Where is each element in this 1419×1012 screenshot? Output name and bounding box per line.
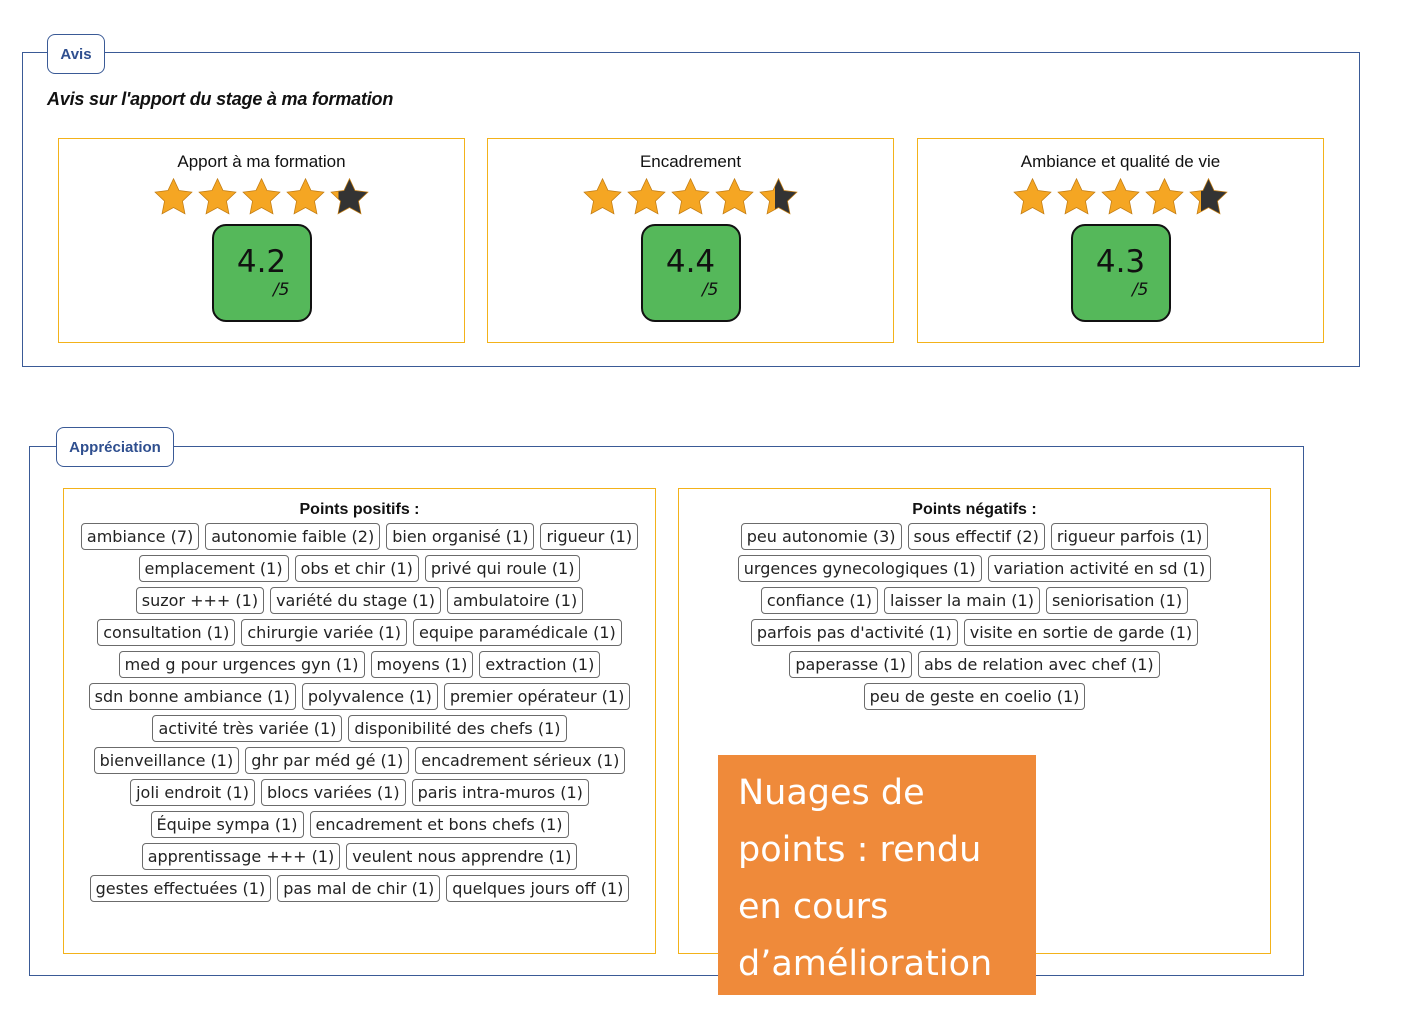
- positive-tag: encadrement et bons chefs (1): [310, 811, 569, 838]
- overlay-note: [718, 755, 1036, 995]
- appreciation-legend: Appréciation: [56, 427, 174, 467]
- score-value: 4.3: [1095, 244, 1146, 280]
- overlay-line: Nuages de: [738, 773, 925, 813]
- negative-tag: seniorisation (1): [1046, 587, 1188, 614]
- star-icon: [152, 176, 195, 219]
- star-icon: [1187, 176, 1230, 219]
- negative-tag: confiance (1): [761, 587, 878, 614]
- star-icon: [328, 176, 371, 219]
- positive-tag: veulent nous apprendre (1): [346, 843, 577, 870]
- rating-card-encadrement: [487, 138, 894, 343]
- overlay-line: en cours: [738, 887, 889, 927]
- positive-tag: joli endroit (1): [130, 779, 255, 806]
- overlay-line: d’amélioration: [738, 944, 993, 984]
- negative-tag: laisser la main (1): [884, 587, 1040, 614]
- negative-tag: peu de geste en coelio (1): [864, 683, 1086, 710]
- positive-tag: variété du stage (1): [270, 587, 441, 614]
- score-badge: [212, 224, 312, 322]
- positive-points-title: Points positifs :: [299, 501, 420, 518]
- score-badge: [1071, 224, 1171, 322]
- score-denominator: /5: [272, 280, 290, 300]
- star-icon: [196, 176, 239, 219]
- star-icon: [669, 176, 712, 219]
- positive-tag: Équipe sympa (1): [151, 811, 304, 838]
- positive-tag: disponibilité des chefs (1): [348, 715, 566, 742]
- appreciation-section: [29, 438, 1304, 976]
- star-icon: [1011, 176, 1054, 219]
- positive-tag: paris intra-muros (1): [412, 779, 589, 806]
- positive-tag: moyens (1): [371, 651, 474, 678]
- rating-card-ambiance: [917, 138, 1324, 343]
- positive-tag: privé qui roule (1): [425, 555, 581, 582]
- positive-tag: polyvalence (1): [302, 683, 438, 710]
- negative-tag: parfois pas d'activité (1): [751, 619, 958, 646]
- positive-tag: autonomie faible (2): [205, 523, 380, 550]
- score-denominator: /5: [1131, 280, 1149, 300]
- rating-title: Ambiance et qualité de vie: [1020, 152, 1221, 171]
- negative-tag: abs de relation avec chef (1): [918, 651, 1160, 678]
- negative-tag: variation activité en sd (1): [988, 555, 1212, 582]
- star-icon: [284, 176, 327, 219]
- positive-tag: rigueur (1): [540, 523, 638, 550]
- positive-tag: ghr par méd gé (1): [245, 747, 409, 774]
- positive-tag: bien organisé (1): [386, 523, 534, 550]
- positive-tag: gestes effectuées (1): [90, 875, 272, 902]
- star-icon: [757, 176, 800, 219]
- positive-tag: apprentissage +++ (1): [142, 843, 341, 870]
- negative-tag: rigueur parfois (1): [1051, 523, 1208, 550]
- positive-tag: obs et chir (1): [295, 555, 419, 582]
- positive-tag: pas mal de chir (1): [277, 875, 440, 902]
- positive-tag: ambulatoire (1): [447, 587, 583, 614]
- positive-tag: extraction (1): [479, 651, 600, 678]
- rating-card-apport: [58, 138, 465, 343]
- rating-title: Encadrement: [639, 152, 742, 171]
- positive-tag: equipe paramédicale (1): [413, 619, 622, 646]
- positive-tag: emplacement (1): [139, 555, 289, 582]
- negative-points-title: Points négatifs :: [912, 501, 1037, 518]
- rating-title: Apport à ma formation: [177, 152, 346, 171]
- star-rating: [488, 176, 893, 220]
- positive-tag: blocs variées (1): [261, 779, 406, 806]
- star-icon: [1055, 176, 1098, 219]
- positive-tag: chirurgie variée (1): [241, 619, 407, 646]
- avis-legend: Avis: [47, 34, 105, 74]
- star-icon: [581, 176, 624, 219]
- positive-tag: med g pour urgences gyn (1): [119, 651, 365, 678]
- star-icon: [1143, 176, 1186, 219]
- negative-tag: peu autonomie (3): [741, 523, 902, 550]
- positive-tag: suzor +++ (1): [136, 587, 264, 614]
- negative-tag: sous effectif (2): [908, 523, 1045, 550]
- score-denominator: /5: [701, 280, 719, 300]
- star-icon: [625, 176, 668, 219]
- avis-subtitle: Avis sur l'apport du stage à ma formation: [47, 89, 394, 109]
- avis-section: [22, 45, 1360, 367]
- positive-tag: premier opérateur (1): [444, 683, 631, 710]
- score-value: 4.2: [236, 244, 287, 280]
- score-value: 4.4: [665, 244, 716, 280]
- positive-tag: ambiance (7): [81, 523, 199, 550]
- positive-tag: quelques jours off (1): [446, 875, 629, 902]
- positive-tag: encadrement sérieux (1): [415, 747, 625, 774]
- star-rating: [59, 176, 464, 220]
- star-icon: [1099, 176, 1142, 219]
- star-rating: [918, 176, 1323, 220]
- positive-tag: sdn bonne ambiance (1): [89, 683, 296, 710]
- positive-tag: activité très variée (1): [152, 715, 342, 742]
- overlay-line: points : rendu: [738, 830, 982, 870]
- negative-tag: visite en sortie de garde (1): [964, 619, 1198, 646]
- negative-tag: urgences gynecologiques (1): [738, 555, 982, 582]
- negative-tag-cloud: [725, 523, 1225, 710]
- positive-tag-cloud: [77, 523, 642, 902]
- positive-tag: consultation (1): [97, 619, 235, 646]
- negative-tag: paperasse (1): [789, 651, 912, 678]
- positive-tag: bienveillance (1): [94, 747, 240, 774]
- score-badge: [641, 224, 741, 322]
- positive-points-box: [63, 488, 656, 954]
- star-icon: [713, 176, 756, 219]
- star-icon: [240, 176, 283, 219]
